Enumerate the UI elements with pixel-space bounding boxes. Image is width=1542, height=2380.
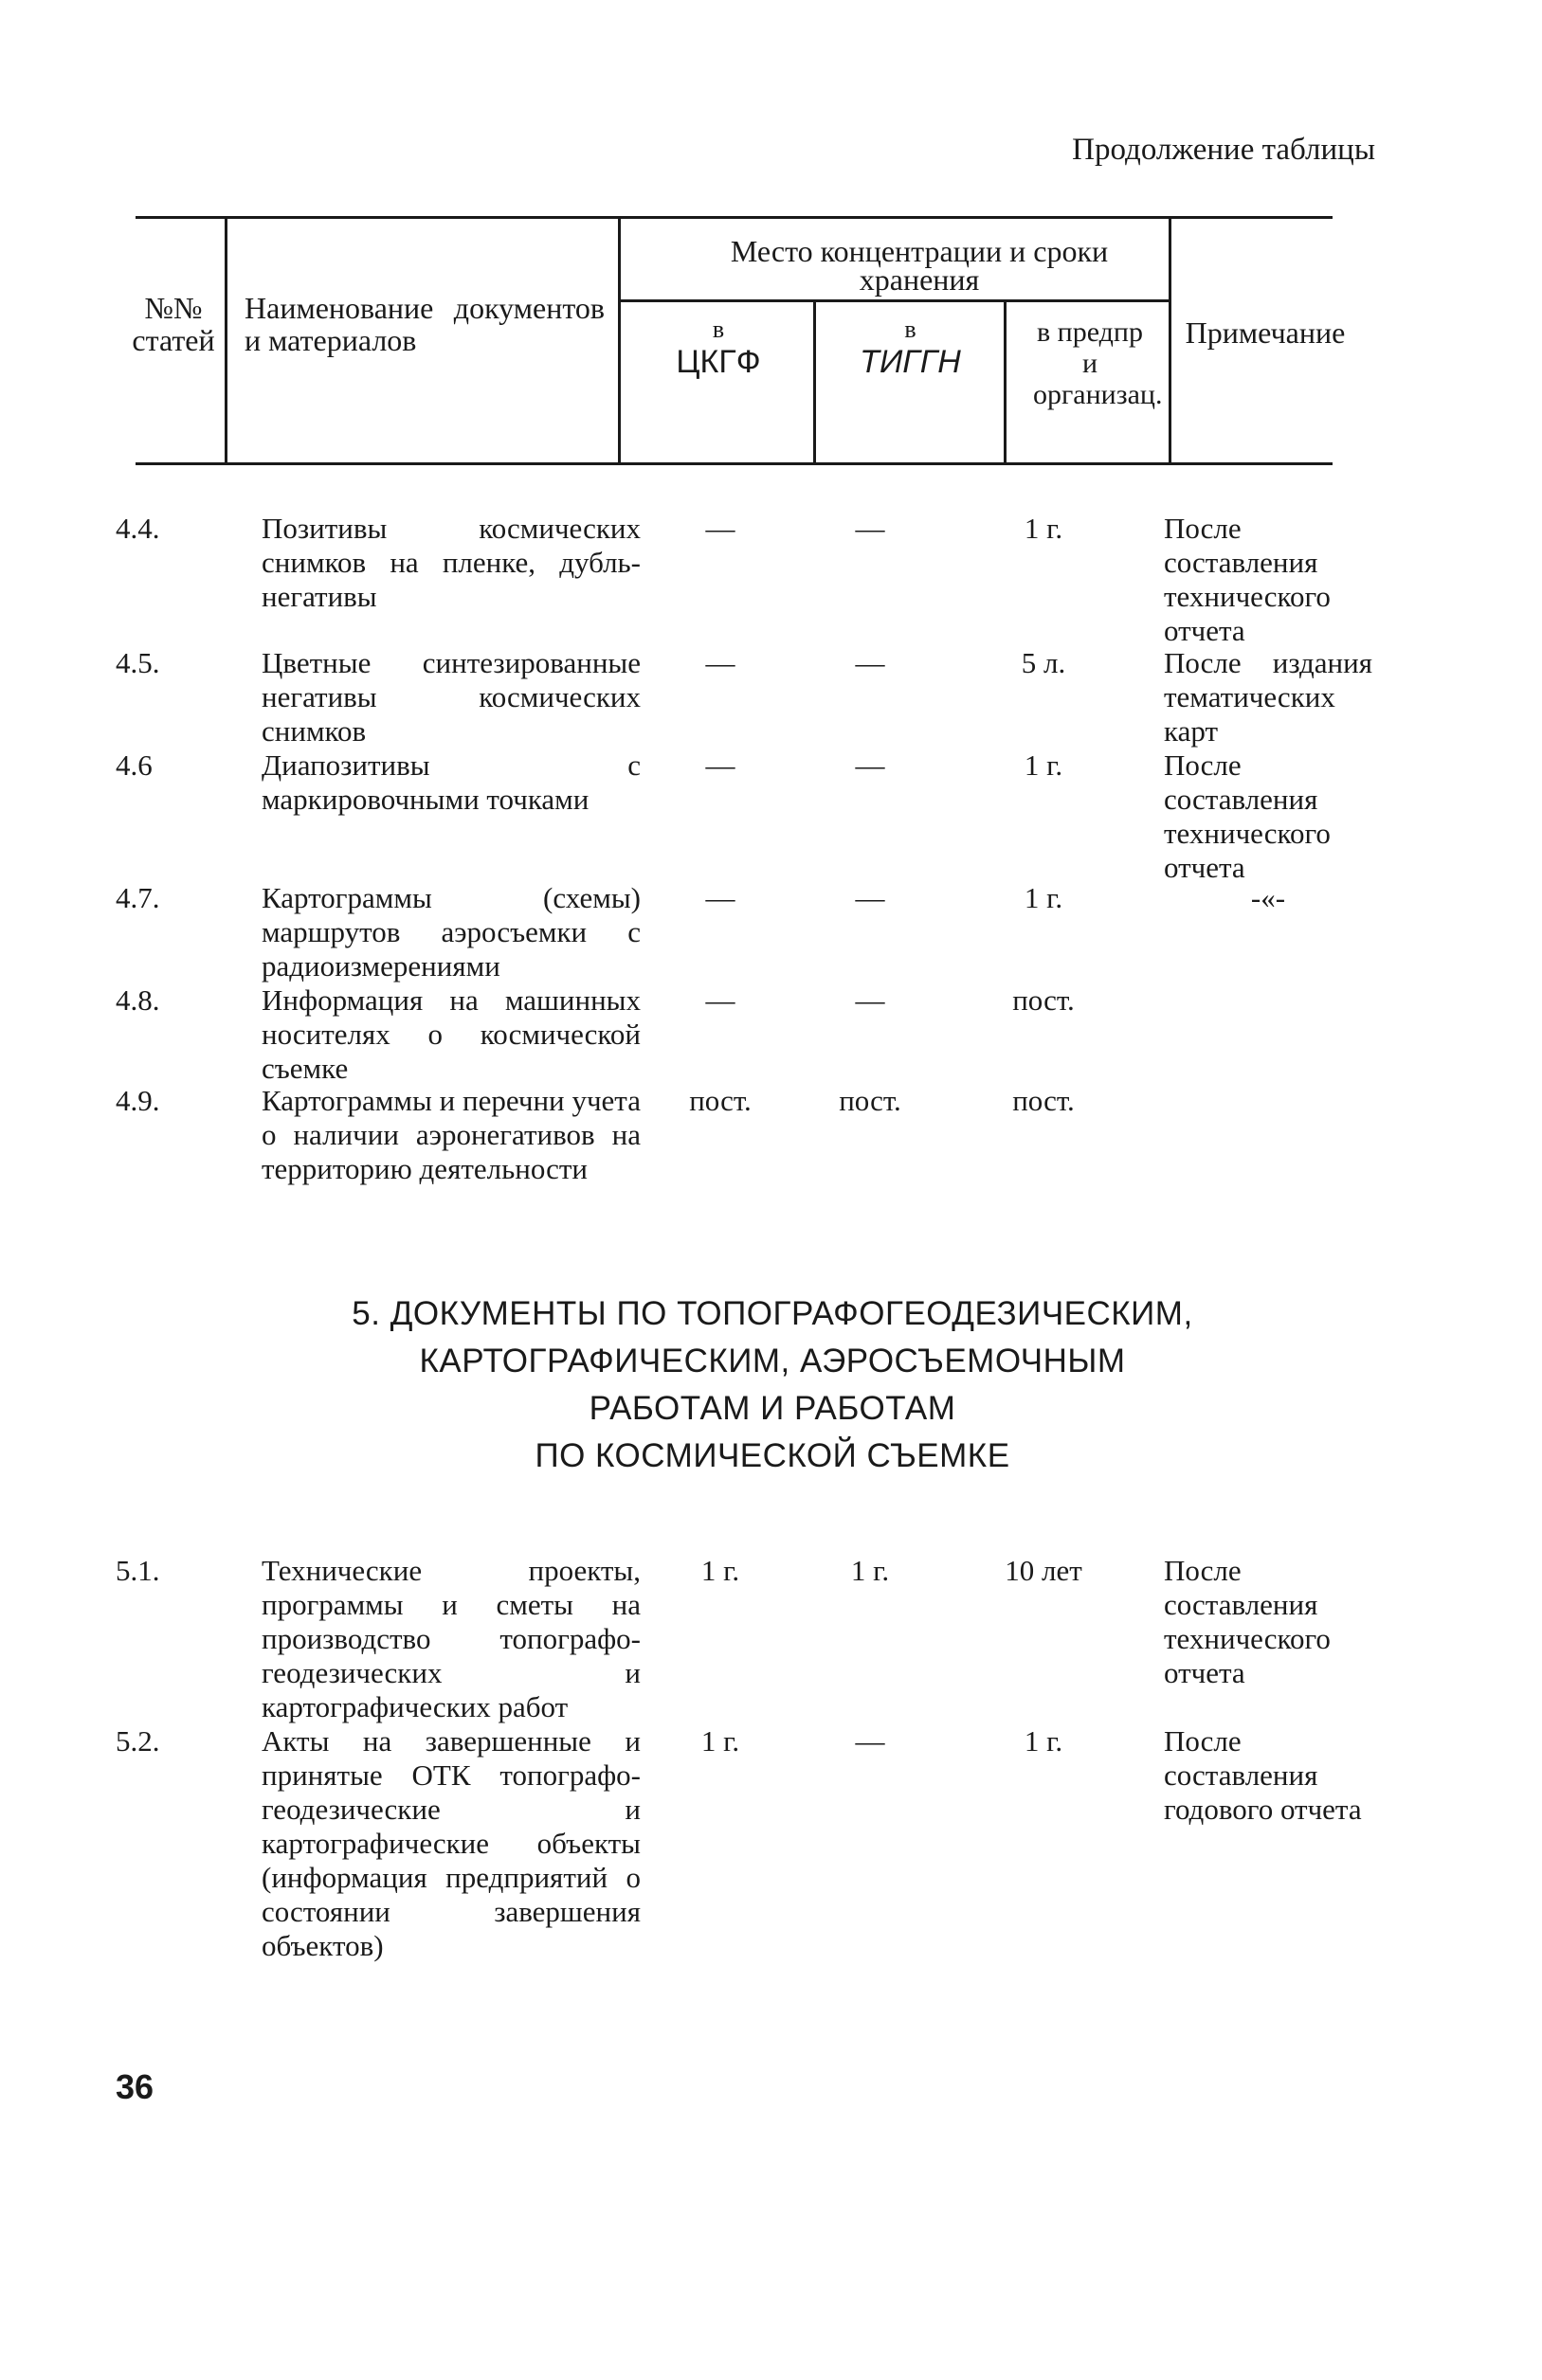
row-tiggn: —	[855, 748, 885, 782]
row-pred: пост.	[1012, 983, 1075, 1017]
row-name: Картограммы и перечни учета о наличии аэронегативов на территорию деятельности	[262, 1084, 641, 1185]
row-note: После составления технического отчета	[1164, 748, 1331, 884]
row-tiggn: —	[855, 1724, 885, 1758]
col-divider	[1169, 218, 1171, 464]
row-num: 4.8.	[116, 983, 160, 1017]
row-note: После составления технического отчета	[1164, 512, 1331, 647]
page-number: 36	[116, 2067, 154, 2106]
row-note: После издания тематических карт	[1164, 646, 1372, 748]
col-divider	[1004, 301, 1007, 464]
row-ckgf: —	[705, 748, 735, 782]
row-name: Акты на завершенные и принятые ОТК топографо-геодезические и картографические объекты (информация предприятий о состоянии завершения объектов)	[262, 1724, 641, 1962]
section-heading	[237, 1290, 1308, 1480]
row-tiggn: пост.	[839, 1084, 901, 1117]
row-name: Позитивы космических снимков на пленке, дубль-негативы	[262, 512, 641, 613]
col-divider	[813, 301, 816, 464]
section-heading-line: КАРТОГРАФИЧЕСКИМ, АЭРОСЪЕМОЧНЫМ	[419, 1343, 1126, 1379]
col-divider	[618, 218, 621, 464]
header-top-rule	[136, 216, 1333, 219]
section-heading-line: ПО КОСМИЧЕСКОЙ СЪЕМКЕ	[535, 1437, 1010, 1474]
row-pred: 1 г.	[1024, 512, 1063, 545]
row-name: Диапозитивы с маркировочными точками	[262, 748, 641, 816]
row-name: Информация на машинных носителях о космической съемке	[262, 983, 641, 1085]
row-pred: 1 г.	[1024, 1724, 1063, 1758]
row-ckgf: —	[705, 646, 735, 679]
row-name: Картограммы (схемы) маршрутов аэросъемки с радиоизмерениями	[262, 881, 641, 983]
row-ckgf: пост.	[689, 1084, 752, 1117]
row-tiggn: —	[855, 881, 885, 914]
header-tiggn-label: ТИГГН	[860, 344, 961, 380]
header-note: Примечание	[1185, 316, 1346, 350]
row-tiggn: —	[855, 646, 885, 679]
continuation-caption: Продолжение таблицы	[1072, 133, 1375, 167]
row-num: 4.7.	[116, 881, 160, 914]
header-place: Место концентрации и сроки хранения	[730, 234, 1109, 297]
header-ckgf-prefix: в	[712, 316, 725, 343]
row-num: 4.9.	[116, 1084, 160, 1117]
row-tiggn: —	[855, 983, 885, 1017]
row-ckgf: 1 г.	[700, 1724, 740, 1758]
row-ckgf: 1 г.	[700, 1554, 740, 1587]
header-pred: в предпр и организац.	[1033, 316, 1163, 410]
header-name: Наименование документов и материалов	[245, 291, 605, 357]
row-pred: 1 г.	[1024, 881, 1063, 914]
row-pred: пост.	[1012, 1084, 1075, 1117]
row-ckgf: —	[705, 881, 735, 914]
row-tiggn: 1 г.	[850, 1554, 890, 1587]
row-pred: 10 лет	[1005, 1554, 1082, 1587]
row-num: 4.6	[116, 748, 153, 782]
section-heading-line: РАБОТАМ И РАБОТАМ	[589, 1390, 956, 1427]
row-ckgf: —	[705, 983, 735, 1017]
row-num: 5.2.	[116, 1724, 160, 1758]
row-pred: 1 г.	[1024, 748, 1063, 782]
header-ckgf-label: ЦКГФ	[676, 344, 761, 380]
row-pred: 5 л.	[1021, 646, 1066, 679]
header-tiggn-prefix: в	[904, 316, 916, 343]
header-num: №№ статей	[132, 291, 215, 357]
row-tiggn: —	[855, 512, 885, 545]
header-tiggn	[819, 316, 1002, 381]
row-name: Цветные синтезированные негативы космических снимков	[262, 646, 641, 748]
row-num: 4.5.	[116, 646, 160, 679]
row-num: 5.1.	[116, 1554, 160, 1587]
header-bottom-rule	[136, 462, 1333, 465]
row-ckgf: —	[705, 512, 735, 545]
row-name: Технические проекты, программы и сметы на производство топографо-геодезических и картографических работ	[262, 1554, 641, 1723]
row-note: -«-	[1250, 881, 1286, 914]
section-heading-line: 5. ДОКУМЕНТЫ ПО ТОПОГРАФОГЕОДЕЗИЧЕСКИМ,	[352, 1295, 1193, 1332]
header-ckgf	[626, 316, 811, 381]
place-under-rule	[619, 299, 1170, 302]
row-note: После составления годового отчета	[1164, 1724, 1362, 1826]
row-num: 4.4.	[116, 512, 160, 545]
row-note: После составления технического отчета	[1164, 1554, 1331, 1689]
